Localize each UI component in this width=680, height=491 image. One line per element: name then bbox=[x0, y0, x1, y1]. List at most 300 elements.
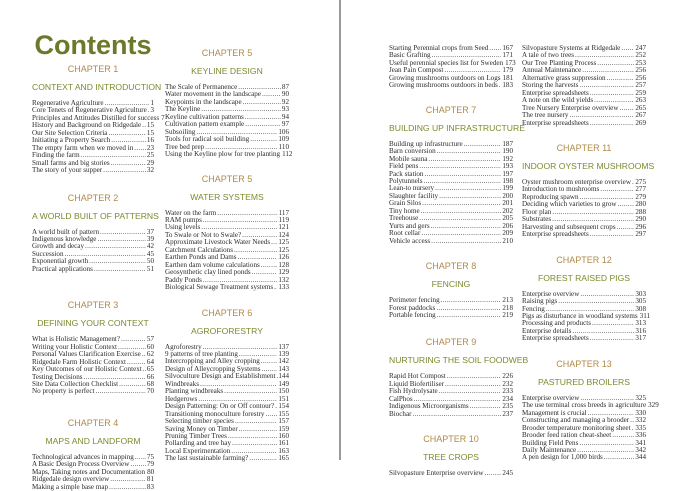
toc-entry[interactable] bbox=[32, 266, 154, 273]
toc-entry-page-number: 256 bbox=[635, 73, 646, 82]
chapter-number: CHAPTER 8 bbox=[425, 261, 477, 272]
toc-entry-page-number: 336 bbox=[635, 431, 646, 440]
toc-entry[interactable] bbox=[165, 284, 289, 291]
dot-leader bbox=[109, 484, 146, 491]
toc-entry-title: Enterprise details bbox=[522, 326, 572, 335]
toc-entry-title: Tools for radical soil building bbox=[165, 135, 250, 144]
chapter-5-keyline bbox=[165, 47, 293, 159]
dot-leader bbox=[612, 432, 634, 439]
dot-leader bbox=[424, 171, 501, 178]
toc-entry-title: A tale of two trees bbox=[522, 51, 575, 60]
chapter-title: MAPS AND LANDFORM bbox=[45, 435, 141, 446]
dot-leader bbox=[265, 411, 277, 418]
column-3 bbox=[389, 44, 529, 478]
chapter-12 bbox=[522, 254, 651, 343]
toc-entry-title: The Scale of Permanence bbox=[165, 83, 238, 91]
dot-leader bbox=[142, 122, 146, 129]
chapter-8 bbox=[389, 260, 513, 319]
dot-leader bbox=[274, 284, 277, 291]
dot-leader bbox=[228, 433, 277, 440]
dot-leader bbox=[97, 236, 145, 243]
toc-entry-page-number: 25 bbox=[146, 151, 154, 160]
toc-entry-page-number: 257 bbox=[635, 81, 646, 90]
toc-entry-page-number: 288 bbox=[635, 207, 646, 216]
dot-leader bbox=[277, 373, 278, 380]
toc-entry-page-number: 256 bbox=[635, 66, 646, 75]
toc-entry-title: Raising pigs bbox=[522, 297, 558, 306]
toc-entry-title: Forest paddocks bbox=[389, 303, 436, 312]
toc-entry-title: A world built of pattern bbox=[32, 227, 99, 236]
toc-entry-page-number: 165 bbox=[278, 454, 289, 463]
toc-entry-page-number: 209 bbox=[502, 229, 513, 238]
chapter-number: CHAPTER 4 bbox=[67, 417, 119, 428]
toc-entry-title: Tree bed prep bbox=[165, 142, 205, 151]
toc-entry[interactable] bbox=[522, 454, 646, 461]
chapter-title: FOREST RAISED PIGS bbox=[537, 272, 630, 283]
toc-entry-page-number: 137 bbox=[278, 342, 289, 351]
chapter-number: CHAPTER 13 bbox=[556, 358, 612, 369]
dot-leader bbox=[618, 201, 635, 208]
dot-leader bbox=[250, 136, 277, 143]
chapter-number: CHAPTER 1 bbox=[67, 64, 119, 74]
dot-leader bbox=[437, 312, 502, 319]
toc-entry-page-number: 142 bbox=[278, 357, 289, 366]
toc-entry-page-number: 159 bbox=[278, 424, 289, 433]
chapter-title: INDOOR OYSTER MUSHROOMS bbox=[522, 160, 655, 171]
toc-entry-page-number: 290 bbox=[635, 215, 646, 224]
toc-entry-page-number: 50 bbox=[146, 257, 154, 266]
toc-entry-title: Brooder feed ration cheat-sheet bbox=[522, 431, 612, 440]
toc-entry-title: Key Outcomes of our Holistic Context bbox=[32, 365, 142, 374]
toc-entry-page-number: 155 bbox=[278, 409, 289, 418]
right-page bbox=[341, 0, 680, 478]
chapter-1 bbox=[32, 63, 165, 175]
toc-entry-page-number: 70 bbox=[146, 387, 154, 396]
toc-entry-title: Silvopasture Enterprise overview bbox=[389, 469, 484, 478]
toc-entry-page-number: 316 bbox=[635, 326, 646, 335]
dot-leader bbox=[445, 381, 501, 388]
toc-entry-title: Water movement in the landscape bbox=[165, 90, 261, 99]
dot-leader bbox=[485, 470, 502, 477]
toc-entry-page-number: 253 bbox=[635, 58, 646, 67]
toc-entry-page-number: 252 bbox=[635, 51, 646, 60]
toc-entry-page-number: 263 bbox=[635, 96, 646, 105]
dot-leader bbox=[421, 230, 501, 237]
toc-entry-title: Geosynthetic clay lined ponds bbox=[165, 268, 251, 277]
toc-entry-page-number: 275 bbox=[635, 177, 646, 186]
toc-entry-title: Biochar bbox=[389, 409, 412, 418]
toc-entry-title: Our Tree Planting Process bbox=[522, 58, 597, 67]
chapter-number: CHAPTER 3 bbox=[67, 300, 119, 311]
toc-entry[interactable] bbox=[165, 150, 293, 159]
toc-entry[interactable] bbox=[389, 312, 513, 319]
toc-entry-title: Management is crucial bbox=[522, 408, 587, 417]
toc-entry-page-number: 330 bbox=[635, 408, 646, 417]
toc-entry-page-number: 210 bbox=[502, 236, 513, 245]
chapter-10-continued bbox=[522, 45, 646, 127]
toc-entry-title: Our Site Selection Criteria bbox=[32, 128, 108, 137]
dot-leader bbox=[617, 224, 635, 231]
toc-entry-title: Ridgedale Farm Holistic Context bbox=[32, 357, 126, 366]
chapter-6-continued bbox=[389, 44, 516, 90]
toc-entry-title: Tree Nursery Enterprise overview bbox=[522, 103, 619, 112]
dot-leader bbox=[239, 426, 278, 433]
toc-entry-title: Alternative grass suppression bbox=[522, 73, 606, 82]
toc-entry-page-number: 344 bbox=[635, 453, 646, 462]
toc-entry-page-number: 15 bbox=[146, 128, 154, 137]
toc-entry-title: Initiating a Property Search bbox=[32, 136, 111, 145]
toc-entry-title: Site Data Collection Checklist bbox=[32, 379, 119, 388]
toc-entry-page-number: 226 bbox=[502, 372, 513, 381]
toc-entry-title: Regenerative Agriculture bbox=[32, 99, 104, 107]
toc-entry-title: Basic Grafting bbox=[389, 51, 431, 60]
chapter-title: KEYLINE DESIGN bbox=[191, 66, 263, 76]
toc-entry-page-number: 151 bbox=[278, 394, 289, 403]
toc-entry-page-number: 29 bbox=[146, 158, 154, 167]
toc-entry-page-number: 1 bbox=[150, 99, 154, 107]
toc-entry-list bbox=[389, 141, 513, 245]
chapter-title: CONTEXT AND INTRODUCTION bbox=[32, 82, 162, 92]
dot-leader bbox=[422, 200, 501, 207]
chapter-title: WATER SYSTEMS bbox=[190, 191, 264, 202]
toc-entry-page-number: 144 bbox=[278, 372, 289, 381]
toc-entry-title: Rapid Hot Compost bbox=[389, 372, 446, 381]
chapter-number: CHAPTER 6 bbox=[201, 307, 253, 318]
toc-entry-page-number: 179 bbox=[502, 66, 513, 75]
toc-entry-title: Enterprise spreadsheets bbox=[522, 230, 589, 239]
toc-entry-title: Enterprise spreadsheets bbox=[522, 118, 589, 127]
toc-entry-title: Building Field Pens bbox=[522, 438, 579, 447]
toc-entry-page-number: 97 bbox=[281, 120, 289, 129]
toc-entry[interactable] bbox=[389, 238, 513, 245]
dot-leader bbox=[431, 223, 502, 230]
toc-entry-title: Enterprise spreadsheets bbox=[522, 334, 589, 343]
toc-entry-page-number: 143 bbox=[278, 364, 289, 373]
dot-leader bbox=[110, 476, 146, 483]
toc-entry-page-number: 106 bbox=[278, 127, 289, 136]
toc-entry-page-number: 247 bbox=[635, 44, 646, 52]
toc-entry-title: Perimeter fencing bbox=[389, 296, 440, 305]
toc-entry-list bbox=[32, 454, 154, 491]
toc-entry-title: Succession bbox=[32, 249, 64, 258]
toc-entry-page-number: 80 bbox=[147, 467, 155, 476]
toc-entry-title: Testing Decisions bbox=[32, 372, 83, 381]
dot-leader bbox=[103, 167, 146, 174]
toc-entry-title: Maps, Taking notes and Documentation bbox=[32, 467, 146, 476]
toc-entry-list bbox=[522, 393, 659, 462]
toc-entry-list bbox=[165, 344, 289, 463]
toc-entry[interactable] bbox=[32, 454, 154, 461]
toc-entry[interactable] bbox=[32, 167, 154, 174]
toc-entry-title: Core Tenets of Regenerative Agriculture bbox=[32, 106, 147, 115]
dot-leader bbox=[85, 243, 146, 250]
toc-entry-title: Selecting timber species bbox=[165, 417, 234, 426]
toc-entry-title: Field pens bbox=[389, 162, 419, 171]
toc-entry-title: Substrates bbox=[522, 215, 552, 224]
toc-entry-list bbox=[522, 45, 646, 127]
dot-leader bbox=[419, 163, 501, 170]
toc-entry-title: Small farms and big stories bbox=[32, 158, 110, 167]
dot-leader bbox=[489, 45, 501, 52]
toc-entry-list bbox=[165, 210, 289, 292]
toc-entry-page-number: 109 bbox=[278, 135, 289, 144]
toc-entry-title: The use terminal cross breeds in agriculture bbox=[522, 401, 647, 410]
toc-entry-title: Indigenous Microorganisms bbox=[389, 402, 469, 411]
toc-entry-title: Growth and decay bbox=[32, 242, 85, 251]
toc-entry-page-number: 245 bbox=[502, 469, 513, 478]
toc-entry-title: Biological Sewage Treatment systems bbox=[165, 283, 274, 292]
toc-entry[interactable] bbox=[32, 484, 154, 491]
toc-entry-page-number: 341 bbox=[635, 438, 646, 447]
toc-entry-page-number: 160 bbox=[278, 431, 289, 440]
dot-leader bbox=[95, 388, 145, 395]
toc-entry-list bbox=[522, 289, 651, 343]
toc-entry-title: Using levels bbox=[165, 223, 201, 232]
toc-entry-page-number: 297 bbox=[635, 230, 646, 239]
dot-leader bbox=[431, 238, 501, 245]
dot-leader bbox=[89, 258, 146, 265]
toc-entry-title: A pen design for 1,000 birds bbox=[522, 453, 603, 462]
toc-entry-title: History and Background on Ridgedale bbox=[32, 121, 142, 130]
toc-entry-page-number: 317 bbox=[635, 334, 646, 343]
toc-entry-title: Treehouse bbox=[389, 214, 419, 223]
toc-entry-title: Water on the farm bbox=[165, 208, 217, 217]
toc-entry-page-number: 110 bbox=[278, 142, 289, 151]
toc-entry-title: Earthen Ponds and Dams bbox=[165, 253, 237, 262]
toc-entry-page-number: 60 bbox=[146, 342, 154, 351]
chapter-title: BUILDING UP INFRASTRUCTURE bbox=[389, 122, 525, 133]
toc-entry-title: Agroforestry bbox=[165, 342, 202, 351]
toc-entry-page-number: 329 bbox=[648, 401, 659, 410]
chapter-13 bbox=[522, 358, 659, 462]
toc-entry-title: Enterprise spreadsheets bbox=[522, 88, 589, 97]
toc-entry-title: Daily Maintenance bbox=[522, 445, 577, 454]
toc-entry-title: Root cellar bbox=[389, 229, 421, 238]
dot-leader bbox=[261, 358, 278, 365]
toc-entry-title: Growing mushrooms outdoors in beds bbox=[389, 81, 498, 90]
toc-entry-page-number: 87 bbox=[281, 83, 289, 91]
toc-entry-title: Growing mushrooms outdoors on Logs bbox=[389, 73, 501, 82]
toc-entry-list bbox=[522, 179, 646, 239]
toc-entry-title: Keyline cultivation patterns bbox=[165, 112, 244, 121]
dot-leader bbox=[424, 178, 502, 185]
toc-entry-title: The story of your supper bbox=[32, 166, 103, 175]
toc-entry-page-number: 267 bbox=[635, 111, 646, 120]
toc-entry-list bbox=[32, 229, 154, 274]
toc-entry-page-number: 335 bbox=[635, 423, 646, 432]
toc-entry-title: Making a simple base map bbox=[32, 482, 109, 491]
toc-entry-title: Mobile sauna bbox=[389, 154, 428, 163]
toc-entry-title: Tiny home bbox=[389, 206, 420, 215]
dot-leader bbox=[435, 185, 501, 192]
toc-entry-page-number: 233 bbox=[502, 387, 513, 396]
dot-leader bbox=[134, 145, 146, 152]
toc-entry-title: Introduction to mushrooms bbox=[522, 185, 600, 194]
toc-entry-page-number: 206 bbox=[502, 221, 513, 230]
toc-entry-page-number: 81 bbox=[146, 475, 154, 484]
dot-leader bbox=[252, 269, 278, 276]
dot-leader bbox=[558, 298, 634, 305]
chapter-title: TREE CROPS bbox=[423, 452, 479, 463]
dot-leader bbox=[619, 105, 634, 112]
toc-entry[interactable] bbox=[32, 476, 154, 483]
toc-entry-page-number: 65 bbox=[146, 365, 154, 374]
toc-entry-page-number: 173 bbox=[505, 58, 516, 67]
toc-entry-title: Pollarding and tree hay bbox=[165, 439, 231, 448]
toc-entry-page-number: 124 bbox=[278, 230, 289, 239]
toc-entry-page-number: 3 bbox=[150, 106, 154, 115]
dot-leader bbox=[597, 60, 634, 67]
toc-entry-title: Intercropping and Alley cropping bbox=[165, 357, 260, 366]
toc-entry-page-number: 129 bbox=[278, 268, 289, 277]
toc-entry-page-number: 234 bbox=[502, 394, 513, 403]
toc-entry-title: Principles and Attitudes Distilled for success bbox=[32, 113, 160, 122]
toc-entry-page-number: 161 bbox=[278, 439, 289, 448]
chapter-number: CHAPTER 9 bbox=[425, 337, 477, 348]
toc-entry-title: The tree nursery bbox=[522, 111, 569, 120]
dot-leader bbox=[447, 373, 502, 380]
toc-entry-title: Barn conversion bbox=[389, 147, 436, 156]
dot-leader bbox=[275, 403, 277, 410]
toc-entry-page-number: 154 bbox=[278, 402, 289, 411]
toc-entry-page-number: 94 bbox=[281, 112, 289, 121]
toc-entry-page-number: 187 bbox=[502, 139, 513, 148]
dot-leader bbox=[579, 440, 634, 447]
toc-entry-page-number: 75 bbox=[146, 452, 154, 461]
toc-entry-title: Lean-to nursery bbox=[389, 184, 435, 193]
column-2 bbox=[165, 47, 293, 463]
toc-entry[interactable] bbox=[32, 461, 154, 468]
toc-entry-title: Exponential growth bbox=[32, 257, 89, 266]
dot-leader bbox=[271, 239, 277, 246]
toc-entry[interactable] bbox=[389, 411, 513, 418]
toc-entry[interactable] bbox=[32, 469, 154, 476]
toc-entry-title: Pruning Timber Trees bbox=[165, 431, 227, 440]
dot-leader bbox=[235, 418, 277, 425]
toc-entry-title: Brooder temperature monitoring sheet bbox=[522, 423, 631, 432]
toc-entry-title: Ridgedale design overview bbox=[32, 475, 110, 484]
chapter-11 bbox=[522, 142, 655, 239]
dot-leader bbox=[121, 336, 146, 343]
dot-leader bbox=[234, 247, 277, 254]
toc-entry-list bbox=[389, 470, 513, 477]
toc-entry-title: Approximate Livestock Water Needs bbox=[165, 238, 271, 247]
column-4 bbox=[522, 44, 659, 462]
toc-entry-page-number: 192 bbox=[502, 154, 513, 163]
toc-entry-page-number: 90 bbox=[281, 90, 289, 99]
toc-entry-list bbox=[389, 44, 516, 90]
dot-leader bbox=[632, 425, 635, 432]
toc-entry-title: 9 patterns of tree planting bbox=[165, 349, 238, 358]
toc-entry-title: Personal Values Clarification Exercise bbox=[32, 350, 141, 359]
toc-entry-page-number: 39 bbox=[146, 234, 154, 243]
toc-entry-title: Paddy Ponds bbox=[165, 275, 202, 284]
toc-entry-title: RAM pumps bbox=[165, 215, 202, 224]
toc-entry-title: Writing your Holistic Context bbox=[32, 342, 118, 351]
chapter-title: PASTURED BROILERS bbox=[537, 376, 630, 387]
toc-entry-title: Yurts and gers bbox=[389, 221, 430, 230]
dot-leader bbox=[412, 411, 501, 418]
toc-entry-title: Enterprise overview bbox=[522, 393, 580, 402]
chapter-title: DEFINING YOUR CONTEXT bbox=[37, 318, 149, 329]
toc-entry-page-number: 167 bbox=[502, 44, 513, 52]
toc-entry-page-number: 181 bbox=[502, 73, 514, 82]
toc-entry-list bbox=[165, 83, 293, 159]
toc-entry[interactable] bbox=[522, 335, 646, 342]
toc-entry[interactable] bbox=[389, 470, 513, 477]
toc-entry[interactable] bbox=[165, 455, 289, 462]
chapter-title: AGROFORESTRY bbox=[191, 325, 263, 336]
chapter-number: CHAPTER 11 bbox=[556, 142, 612, 153]
dot-leader bbox=[428, 156, 501, 163]
toc-entry[interactable] bbox=[522, 120, 646, 127]
dot-leader bbox=[632, 179, 634, 186]
toc-entry-page-number: 93 bbox=[281, 105, 289, 114]
dot-leader bbox=[580, 291, 634, 298]
toc-entry-page-number: 296 bbox=[635, 222, 646, 231]
chapter-number: CHAPTER 5 bbox=[201, 48, 253, 58]
toc-entry-title: Floor plan bbox=[522, 207, 552, 216]
toc-entry-title: Jean Pain Compost bbox=[389, 66, 444, 75]
toc-entry-title: Oyster mushroom enterprise overview bbox=[522, 177, 631, 186]
toc-entry-title: Using the Keyline plow for tree planting bbox=[165, 150, 281, 159]
toc-entry-title: A Basic Design Process Overview bbox=[32, 460, 130, 469]
dot-leader bbox=[419, 215, 501, 222]
toc-entry-page-number: 16 bbox=[146, 136, 154, 145]
toc-entry-title: CalPhos bbox=[389, 394, 413, 403]
dot-leader bbox=[232, 440, 277, 447]
chapter-4 bbox=[32, 417, 154, 491]
toc-entry[interactable] bbox=[389, 82, 513, 89]
toc-entry-title: Saving Money on Timber bbox=[165, 424, 238, 433]
toc-entry-page-number: 68 bbox=[146, 379, 154, 388]
dot-leader bbox=[119, 381, 146, 388]
toc-entry-title: Annual Maintenance bbox=[522, 66, 582, 75]
toc-entry-title: Useful perennial species list for Sweden bbox=[389, 58, 504, 67]
chapter-3 bbox=[32, 299, 154, 396]
toc-entry-title: Indigenous knowledge bbox=[32, 234, 97, 243]
toc-entry-title: Fish Hydrolysate bbox=[389, 387, 438, 396]
toc-entry-list bbox=[32, 336, 154, 396]
toc-entry-page-number: 92 bbox=[281, 97, 289, 106]
chapter-number: CHAPTER 2 bbox=[67, 192, 119, 203]
chapter-2 bbox=[32, 192, 159, 274]
toc-entry-title: Finding the farm bbox=[32, 151, 80, 160]
toc-entry[interactable] bbox=[32, 388, 154, 395]
toc-entry-page-number: 121 bbox=[278, 223, 289, 232]
chapter-9 bbox=[389, 336, 529, 418]
dot-leader bbox=[464, 141, 502, 148]
dot-leader bbox=[130, 461, 146, 468]
toc-entry-page-number: 303 bbox=[635, 289, 646, 298]
toc-entry-page-number: 149 bbox=[278, 379, 289, 388]
dot-leader bbox=[590, 90, 635, 97]
toc-entry-title: Polytunnels bbox=[389, 176, 423, 185]
dot-leader bbox=[143, 366, 146, 373]
toc-entry[interactable] bbox=[522, 231, 646, 238]
toc-entry-page-number: 23 bbox=[146, 143, 154, 152]
toc-entry-page-number: 277 bbox=[635, 185, 646, 194]
toc-entry-title: Subsoiling bbox=[165, 127, 196, 136]
chapter-number: CHAPTER 10 bbox=[423, 434, 479, 445]
toc-entry-title: Cultivation pattern example bbox=[165, 120, 245, 129]
chapter-title: FENCING bbox=[431, 279, 471, 290]
chapter-title: NURTURING THE SOIL FOODWEB bbox=[389, 355, 529, 366]
toc-entry-title: Earthen dam volume calculations bbox=[165, 260, 260, 269]
chapter-10 bbox=[389, 433, 513, 477]
toc-entry-list bbox=[389, 297, 513, 319]
toc-entry-page-number: 218 bbox=[502, 303, 513, 312]
